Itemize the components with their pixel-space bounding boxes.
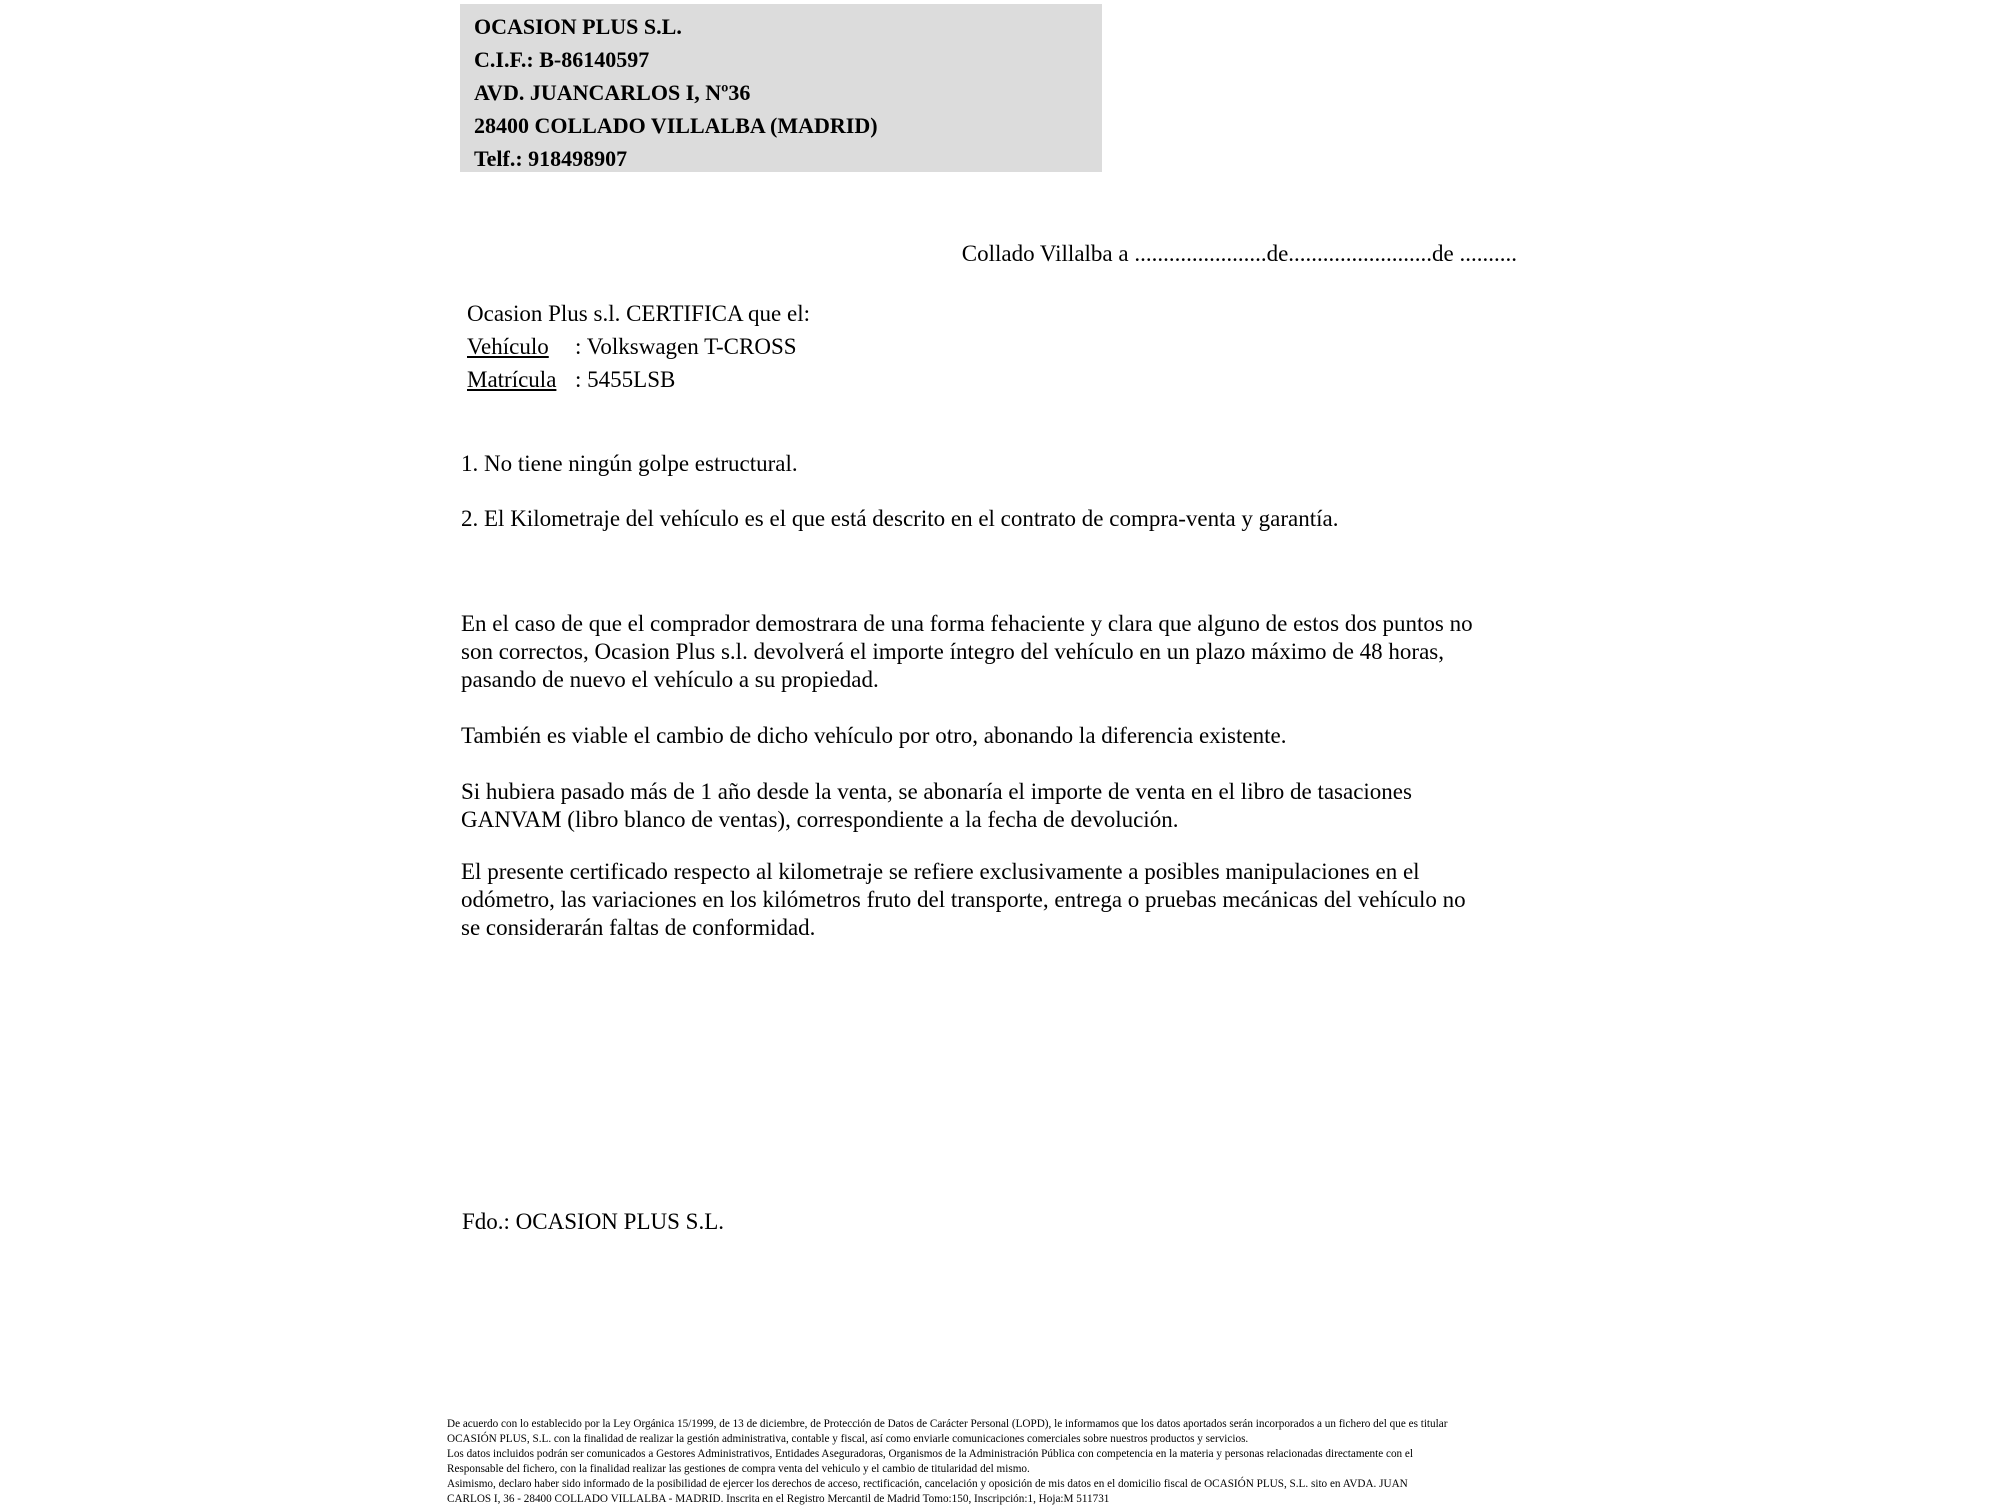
text-line: De acuerdo con lo establecido por la Ley Orgánica 15/1999, de 13 de diciembre, de Protección de Datos de Carácter Personal (LOPD), le informamos que los datos aportados serán incorporados a un fichero del que es titular <box>447 1418 1448 1430</box>
vehicle-value: : Volkswagen T-CROSS <box>575 334 797 359</box>
text-line: El presente certificado respecto al kilometraje se refiere exclusivamente a posibles manipulaciones en el <box>461 859 1420 884</box>
certified-point-2: 2. El Kilometraje del vehículo es el que está descrito en el contrato de compra-venta y garantía. <box>461 506 1339 531</box>
certification-intro: Ocasion Plus s.l. CERTIFICA que el: <box>467 301 810 326</box>
paragraph-odometer-disclaimer <box>461 858 1466 942</box>
company-header-box <box>460 4 1102 172</box>
plate-label: Matrícula <box>467 367 557 392</box>
text-line: Asimismo, declaro haber sido informado de la posibilidad de ejercer los derechos de acceso, rectificación, cancelación y oposición de mis datos en el domicilio fiscal de OCASIÓN PLUS, S.L. sito en AVDA. JUAN <box>447 1478 1408 1490</box>
company-name: OCASION PLUS S.L. <box>474 14 682 39</box>
text-line: se considerarán faltas de conformidad. <box>461 915 816 940</box>
paragraph-ganvam-valuation <box>461 778 1412 834</box>
paragraph-exchange-option <box>461 722 1286 750</box>
company-phone: Telf.: 918498907 <box>474 146 628 171</box>
signature-line: Fdo.: OCASION PLUS S.L. <box>462 1209 724 1234</box>
company-city: 28400 COLLADO VILLALBA (MADRID) <box>474 113 878 138</box>
paragraph-refund-terms <box>461 610 1473 694</box>
vehicle-label: Vehículo <box>467 334 549 359</box>
text-line: Los datos incluidos podrán ser comunicados a Gestores Administrativos, Entidades Aseguradoras, Organismos de la Administración Pública con competencia en la materia y personas relacionadas directamente con el <box>447 1448 1413 1460</box>
text-line: Responsable del fichero, con la finalidad realizar las gestiones de compra venta del vehiculo y el cambio de titularidad del mismo. <box>447 1463 1030 1475</box>
date-line: Collado Villalba a .......................de.........................de .......... <box>961 241 1517 266</box>
certification-block <box>467 297 810 396</box>
text-line: GANVAM (libro blanco de ventas), correspondiente a la fecha de devolución. <box>461 807 1179 832</box>
text-line: Si hubiera pasado más de 1 año desde la venta, se abonaría el importe de venta en el libro de tasaciones <box>461 779 1412 804</box>
text-line: También es viable el cambio de dicho vehículo por otro, abonando la diferencia existente. <box>461 723 1287 748</box>
text-line: pasando de nuevo el vehículo a su propiedad. <box>461 667 879 692</box>
plate-value: : 5455LSB <box>575 367 676 392</box>
text-line: En el caso de que el comprador demostrara de una forma fehaciente y clara que alguno de estos dos puntos no <box>461 611 1473 636</box>
plate-row <box>467 363 810 396</box>
text-line: CARLOS I, 36 - 28400 COLLADO VILLALBA - MADRID. Inscrita en el Registro Mercantil de Madrid Tomo:150, Inscripción:1, Hoja:M 511731 <box>447 1493 1110 1505</box>
text-line: odómetro, las variaciones en los kilómetros fruto del transporte, entrega o pruebas mecánicas del vehículo no <box>461 887 1466 912</box>
company-address: AVD. JUANCARLOS I, Nº36 <box>474 80 751 105</box>
text-line: OCASIÓN PLUS, S.L. con la finalidad de realizar la gestión administrativa, contable y fiscal, así como enviarle comunicaciones comerciales sobre nuestros productos y servicios. <box>447 1433 1249 1445</box>
text-line: son correctos, Ocasion Plus s.l. devolverá el importe íntegro del vehículo en un plazo máximo de 48 horas, <box>461 639 1445 664</box>
certified-point-1: 1. No tiene ningún golpe estructural. <box>461 451 798 476</box>
legal-footer <box>447 1417 1567 1507</box>
vehicle-row <box>467 330 810 363</box>
company-cif: C.I.F.: B-86140597 <box>474 47 650 72</box>
